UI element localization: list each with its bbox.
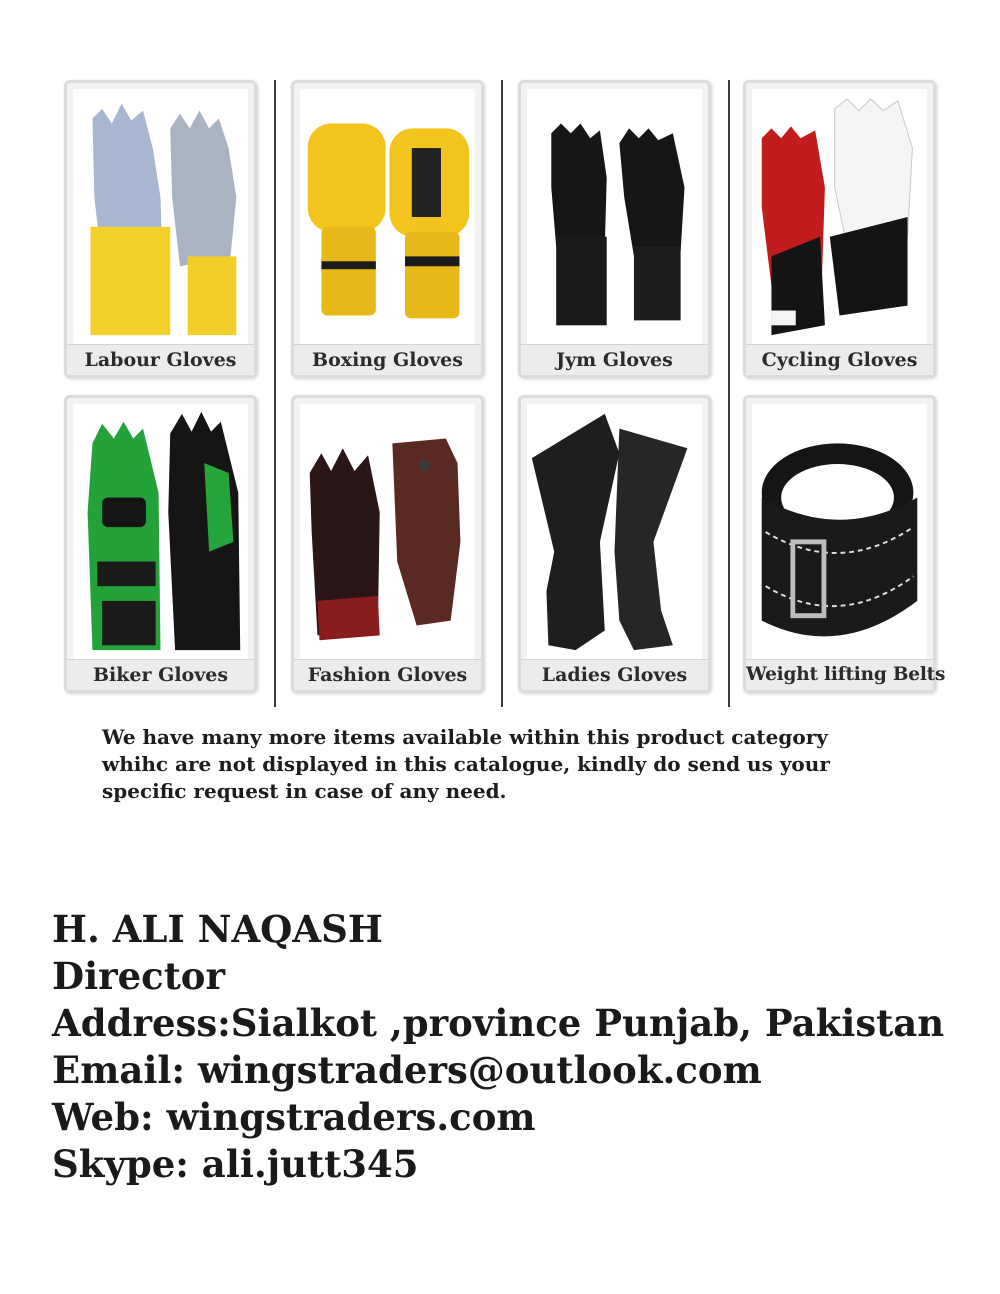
contact-title: Director [52, 954, 225, 998]
product-label: Cycling Gloves [746, 344, 933, 375]
contact-web: Web: wingstraders.com [52, 1095, 536, 1139]
product-label: Boxing Gloves [294, 344, 481, 375]
ladies-gloves-image [527, 404, 702, 660]
product-label: Fashion Gloves [294, 659, 481, 690]
contact-address: Address:Sialkot ,province Punjab, Pakistan [52, 1001, 945, 1045]
column-divider [501, 80, 503, 707]
product-label: Ladies Gloves [521, 659, 708, 690]
contact-email: Email: wingstraders@outlook.com [52, 1048, 762, 1092]
cycling-gloves-image [752, 89, 927, 345]
boxing-gloves-image [300, 89, 475, 345]
catalogue-note [102, 724, 902, 805]
fashion-gloves-image [300, 404, 475, 660]
contact-block [52, 906, 982, 1188]
product-card-weight-lifting-belts [743, 395, 946, 693]
jym-gloves-image [527, 89, 702, 345]
product-card-boxing-gloves [291, 80, 484, 378]
note-line: whihc are not displayed in this catalogue, kindly do send us your [102, 752, 830, 776]
note-line: We have many more items available within this product category [102, 725, 828, 749]
contact-skype: Skype: ali.jutt345 [52, 1142, 419, 1186]
weight-lifting-belt-image [752, 404, 927, 660]
product-card-fashion-gloves [291, 395, 484, 693]
biker-gloves-image [73, 404, 248, 660]
product-card-biker-gloves [64, 395, 257, 693]
product-card-labour-gloves [64, 80, 257, 378]
column-divider [728, 80, 730, 707]
column-divider [274, 80, 276, 707]
product-label: Biker Gloves [67, 659, 254, 690]
contact-name: H. ALI NAQASH [52, 907, 383, 951]
labour-gloves-image [73, 89, 248, 345]
product-label: Labour Gloves [67, 344, 254, 375]
product-card-jym-gloves [518, 80, 711, 378]
product-card-ladies-gloves [518, 395, 711, 693]
product-card-cycling-gloves [743, 80, 936, 378]
note-line: specific request in case of any need. [102, 779, 507, 803]
product-label: Jym Gloves [521, 344, 708, 375]
product-label: Weight lifting Belts [746, 659, 933, 690]
